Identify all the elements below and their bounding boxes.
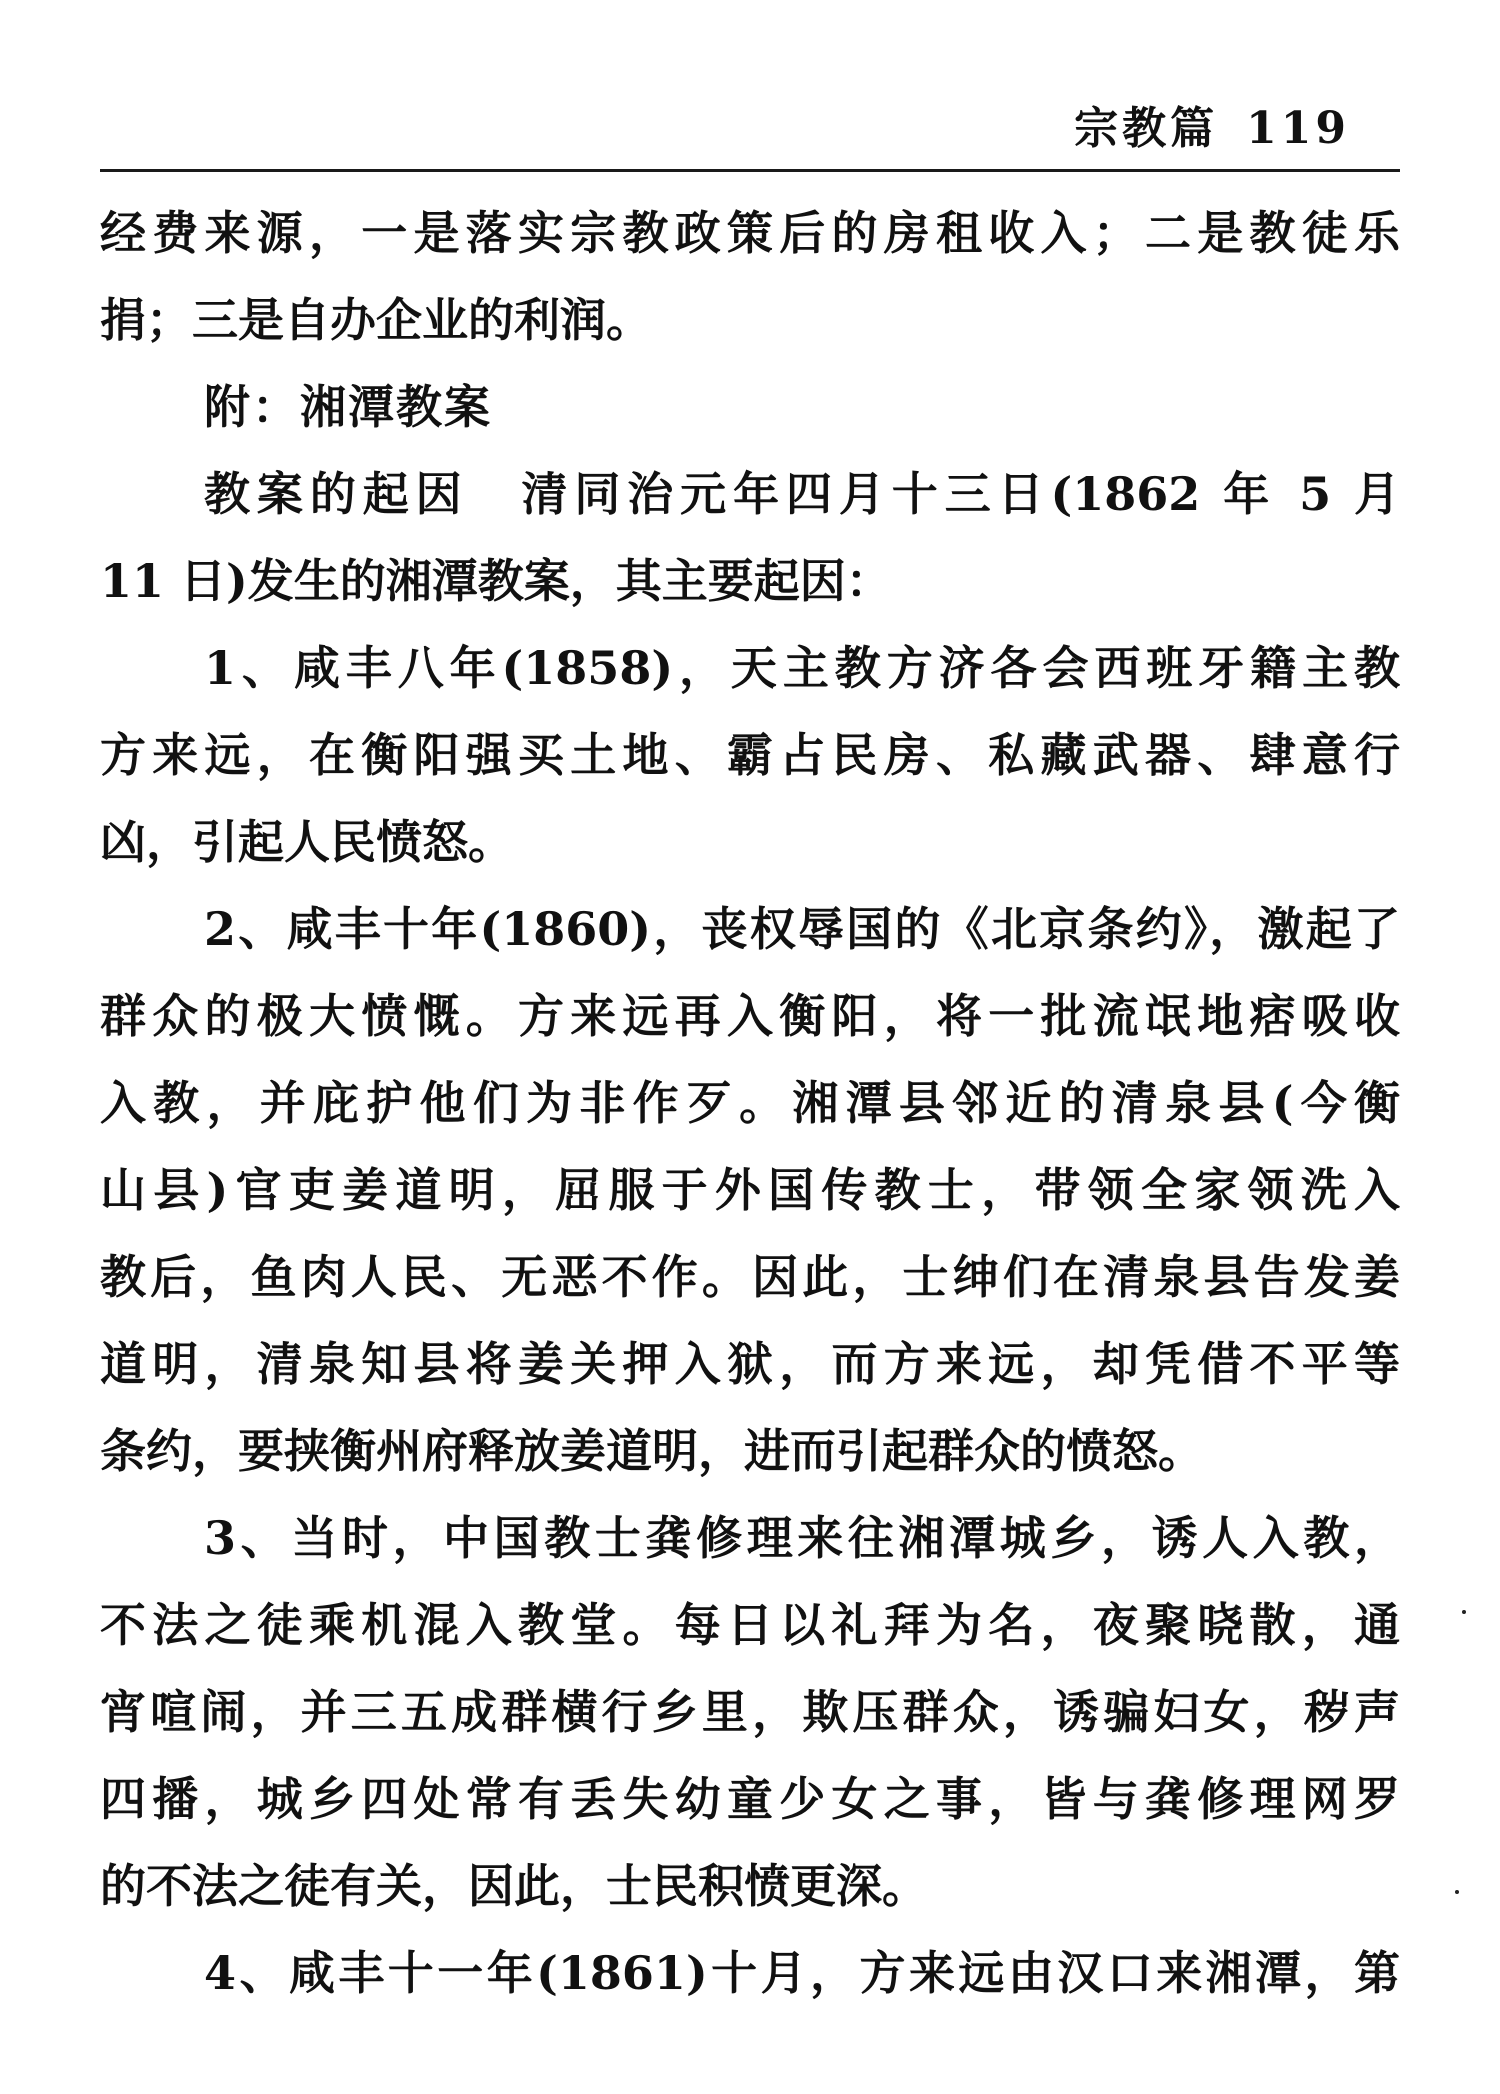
text-line: 不法之徒乘机混入教堂。每日以礼拜为名，夜聚晓散，通	[100, 1598, 1400, 1652]
text-line: 教案的起因 清同治元年四月十三日(1862 年 5 月	[204, 467, 1400, 521]
scan-speck	[1462, 1610, 1466, 1614]
text-line: 2、咸丰十年(1860)，丧权辱国的《北京条约》，激起了	[204, 902, 1400, 956]
running-head	[1074, 92, 1350, 156]
text-line: 入教，并庇护他们为非作歹。湘潭县邻近的清泉县(今衡	[100, 1076, 1400, 1130]
text-line: 1、咸丰八年(1858)，天主教方济各会西班牙籍主教	[204, 641, 1400, 695]
text-line: 群众的极大愤慨。方来远再入衡阳，将一批流氓地痞吸收	[100, 989, 1400, 1043]
section-title: 宗教篇	[1074, 103, 1219, 154]
text-line: 条约，要挟衡州府释放姜道明，进而引起群众的愤怒。	[100, 1424, 1204, 1478]
body-text	[100, 190, 1400, 2017]
text-line: 方来远，在衡阳强买土地、霸占民房、私藏武器、肆意行	[100, 728, 1400, 782]
text-line: 的不法之徒有关，因此，士民积愤更深。	[100, 1859, 928, 1913]
text-line: 经费来源，一是落实宗教政策后的房租收入；二是教徒乐	[100, 206, 1400, 260]
text-line: 教后，鱼肉人民、无恶不作。因此，士绅们在清泉县告发姜	[100, 1250, 1400, 1304]
text-line: 捐；三是自办企业的利润。	[100, 293, 652, 347]
section-subheading: 附：湘潭教案	[204, 380, 492, 434]
text-line: 四播，城乡四处常有丢失幼童少女之事，皆与龚修理网罗	[100, 1772, 1400, 1826]
text-line: 3、当时，中国教士龚修理来往湘潭城乡，诱人入教，	[204, 1511, 1400, 1565]
text-line: 山县)官吏姜道明，屈服于外国传教士，带领全家领洗入	[100, 1163, 1400, 1217]
text-line: 宵喧闹，并三五成群横行乡里，欺压群众，诱骗妇女，秽声	[100, 1685, 1400, 1739]
text-line: 凶，引起人民愤怒。	[100, 815, 514, 869]
text-line: 道明，清泉知县将姜关押入狱，而方来远，却凭借不平等	[100, 1337, 1400, 1391]
text-line: 4、咸丰十一年(1861)十月，方来远由汉口来湘潭，第	[204, 1946, 1400, 2000]
scan-speck	[1455, 1890, 1459, 1894]
page-number: 119	[1246, 103, 1350, 154]
text-line: 11 日)发生的湘潭教案，其主要起因：	[100, 554, 892, 608]
header-rule	[100, 169, 1400, 172]
